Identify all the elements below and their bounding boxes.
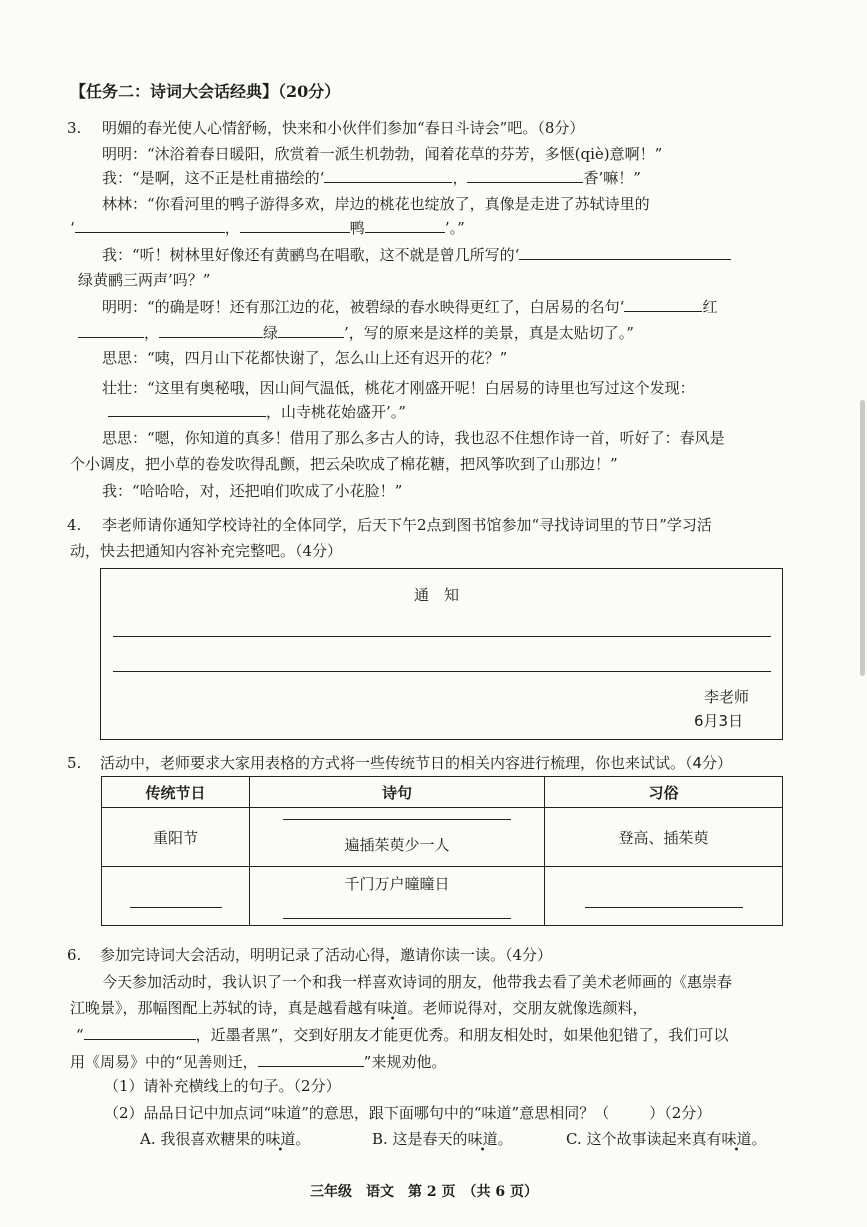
q6-sub-2 (104, 1103, 711, 1123)
header-custom: 习俗 (545, 777, 783, 808)
q3-blank-7[interactable] (624, 297, 702, 312)
poem-blank-1[interactable] (283, 819, 511, 820)
q3-line-2 (102, 168, 641, 188)
notice-write-line-1[interactable] (113, 636, 771, 637)
q3-line-4-text-b: ， (224, 219, 240, 237)
q4-number: 4. (67, 516, 82, 534)
diary-line-4-text-a: 用《周易》中的“见善则迁， (70, 1053, 258, 1071)
option-c[interactable] (566, 1129, 767, 1149)
q3-blank-9[interactable] (159, 323, 263, 338)
q3-line-10: 壮壮：“这里有奥秘哦，因山间气温低，桃花才刚盛开呢！白居易的诗里也写过这个发现： (102, 379, 695, 397)
q3-line-7-text-b: 红 (702, 298, 718, 316)
option-a-end: 。 (295, 1130, 311, 1148)
option-c-dotted-word: 味道 (721, 1130, 752, 1148)
q6-sub-1: （1）请补充横线上的句子。（2分） (104, 1077, 341, 1095)
diary-line-2-text-a: 江晚景》，那幅图配上苏轼的诗，真是越看越有 (70, 999, 378, 1017)
diary-line-2-text-c: 。老师说得对，交朋友就像选颜料， (407, 999, 648, 1017)
option-a[interactable] (140, 1129, 310, 1149)
cell-poem-1 (250, 808, 545, 867)
q3-line-11 (108, 402, 406, 422)
section-title: 【任务二：诗词大会话经典】（20分） (70, 82, 341, 101)
q3-line-4 (70, 218, 465, 238)
option-b-end: 。 (497, 1130, 513, 1148)
q6-sub-2-text-a: （2）品品日记中加点词“味道”的意思，跟下面哪句中的“味道”意思相同？（ (104, 1104, 610, 1122)
scrollbar[interactable] (860, 400, 865, 676)
q3-line-1: 明明：“沐浴着春日暖阳，欣赏着一派生机勃勃，闻着花草的芬芳，多惬(qiè)意啊！” (102, 145, 663, 163)
poem-blank-2[interactable] (283, 918, 511, 919)
table-header-row (102, 777, 783, 808)
option-c-text: C. 这个故事读起来真有 (566, 1130, 722, 1148)
q3-line-5-text: 我：“听！树林里好像还有黄鹂鸟在唱歌，这不就是曾几所写的‘ (102, 246, 520, 264)
diary-line-1: 今天参加活动时，我认识了一个和我一样喜欢诗词的朋友，他带我去看了美术老师画的《惠崇春 (102, 973, 733, 991)
option-b-dotted-word: 味道 (467, 1130, 498, 1148)
q3-blank-2[interactable] (467, 168, 583, 183)
q3-line-2-text-c: 香’嘛！” (583, 169, 641, 187)
cell-custom-2 (545, 867, 783, 926)
notice-date: 6月3日 (694, 712, 744, 730)
q3-line-8-text-a: ， (144, 324, 160, 342)
q3-line-4-text-d: ’。” (444, 219, 465, 237)
diary-line-3 (76, 1025, 728, 1045)
q3-stem: 明媚的春光使人心情舒畅，快来和小伙伴们参加“春日斗诗会”吧。（8分） (102, 119, 585, 137)
cell-poem-2 (250, 867, 545, 926)
notice-box (100, 568, 783, 740)
q3-blank-8[interactable] (78, 323, 144, 338)
notice-signer: 李老师 (704, 688, 750, 706)
q6-stem: 参加完诗词大会活动，明明记录了活动心得，邀请你读一读。（4分） (100, 946, 553, 964)
page-footer: 三年级 语文 第 2 页 （共 6 页） (310, 1184, 538, 1200)
q6-blank-2[interactable] (258, 1052, 364, 1067)
option-a-dotted-word: 味道 (265, 1130, 296, 1148)
q3-line-3: 林林：“你看河里的鸭子游得多欢，岸边的桃花也绽放了，真像是走进了苏轼诗里的 (102, 195, 650, 213)
diary-line-4 (70, 1052, 446, 1072)
option-a-text: A. 我很喜欢糖果的 (140, 1130, 266, 1148)
q3-line-8-text-c: ’，写的原来是这样的美景，真是太贴切了。” (344, 324, 634, 342)
custom-blank-2[interactable] (585, 907, 743, 908)
q3-line-7-text-a: 明明：“的确是呀！还有那江边的花，被碧绿的春水映得更红了，白居易的名句‘ (102, 298, 625, 316)
option-c-end: 。 (751, 1130, 767, 1148)
q3-line-5 (102, 245, 731, 265)
dotted-word-weidao: 味道 (377, 999, 408, 1017)
q3-line-14: 我：“哈哈哈，对，还把咱们吹成了小花脸！” (102, 482, 403, 500)
q3-blank-10[interactable] (278, 323, 344, 338)
q6-blank-1[interactable] (84, 1025, 196, 1040)
option-b-text: B. 这是春天的 (372, 1130, 468, 1148)
header-festival: 传统节日 (102, 777, 250, 808)
cell-festival-2 (102, 867, 250, 926)
q3-blank-6[interactable] (519, 245, 731, 260)
table-row (102, 808, 783, 867)
diary-line-3-text-b: ，近墨者黑”，交到好朋友才能更优秀。和朋友相处时，如果他犯错了，我们可以 (195, 1026, 729, 1044)
cell-poem-2-text: 千门万户曈曈日 (344, 875, 450, 893)
cell-festival-1: 重阳节 (102, 808, 250, 867)
q3-line-7 (102, 297, 717, 317)
q3-line-4-text-a: ‘ (70, 219, 75, 237)
q6-number: 6. (67, 946, 82, 964)
q3-line-9: 思思：“咦，四月山下花都快谢了，怎么山上还有迟开的花？” (102, 349, 508, 367)
q3-line-11-text: ，山寺桃花始盛开’。” (266, 403, 406, 421)
q3-number: 3. (67, 119, 82, 137)
q6-sub-2-text-b: ）（2分） (649, 1104, 712, 1122)
diary-line-2 (70, 998, 648, 1018)
notice-title: 通 知 (414, 586, 460, 604)
q5-stem: 活动中，老师要求大家用表格的方式将一些传统节日的相关内容进行梳理，你也来试试。（4分） (100, 754, 733, 772)
q3-line-2-text-a: 我：“是啊，这不正是杜甫描绘的‘ (102, 169, 325, 187)
q3-line-12: 思思：“嗯，你知道的真多！借用了那么多古人的诗，我也忍不住想作诗一首，听好了：春风是 (102, 429, 725, 447)
table-row (102, 867, 783, 926)
q3-line-8-text-b: 绿 (263, 324, 279, 342)
cell-custom-1: 登高、插茱萸 (545, 808, 783, 867)
q3-blank-3[interactable] (75, 218, 225, 233)
q5-number: 5. (67, 754, 82, 772)
q3-line-2-text-b: ， (452, 169, 468, 187)
q3-line-13: 个小调皮，把小草的卷发吹得乱颤，把云朵吹成了棉花糖，把风筝吹到了山那边！” (70, 455, 618, 473)
cell-poem-1-text: 遍插茱萸少一人 (344, 836, 450, 854)
header-poem: 诗句 (250, 777, 545, 808)
q4-line-2: 动，快去把通知内容补充完整吧。（4分） (70, 542, 343, 560)
q3-line-4-text-c: 鸭 (349, 219, 365, 237)
q3-blank-4[interactable] (240, 218, 350, 233)
festival-table (101, 776, 783, 926)
q3-line-8 (78, 323, 634, 343)
diary-line-3-text-a: “ (76, 1026, 84, 1044)
q3-blank-11[interactable] (108, 402, 266, 417)
notice-write-line-2[interactable] (113, 671, 771, 672)
diary-line-4-text-b: ”来规劝他。 (363, 1053, 447, 1071)
festival-blank-2[interactable] (130, 907, 222, 908)
q4-line-1: 李老师请你通知学校诗社的全体同学，后天下午2点到图书馆参加“寻找诗词里的节日”学习活 (102, 516, 712, 534)
q3-line-6: 绿黄鹂三两声’吗？” (78, 271, 211, 289)
q3-blank-5[interactable] (365, 218, 445, 233)
option-b[interactable] (372, 1129, 513, 1149)
q3-blank-1[interactable] (324, 168, 452, 183)
